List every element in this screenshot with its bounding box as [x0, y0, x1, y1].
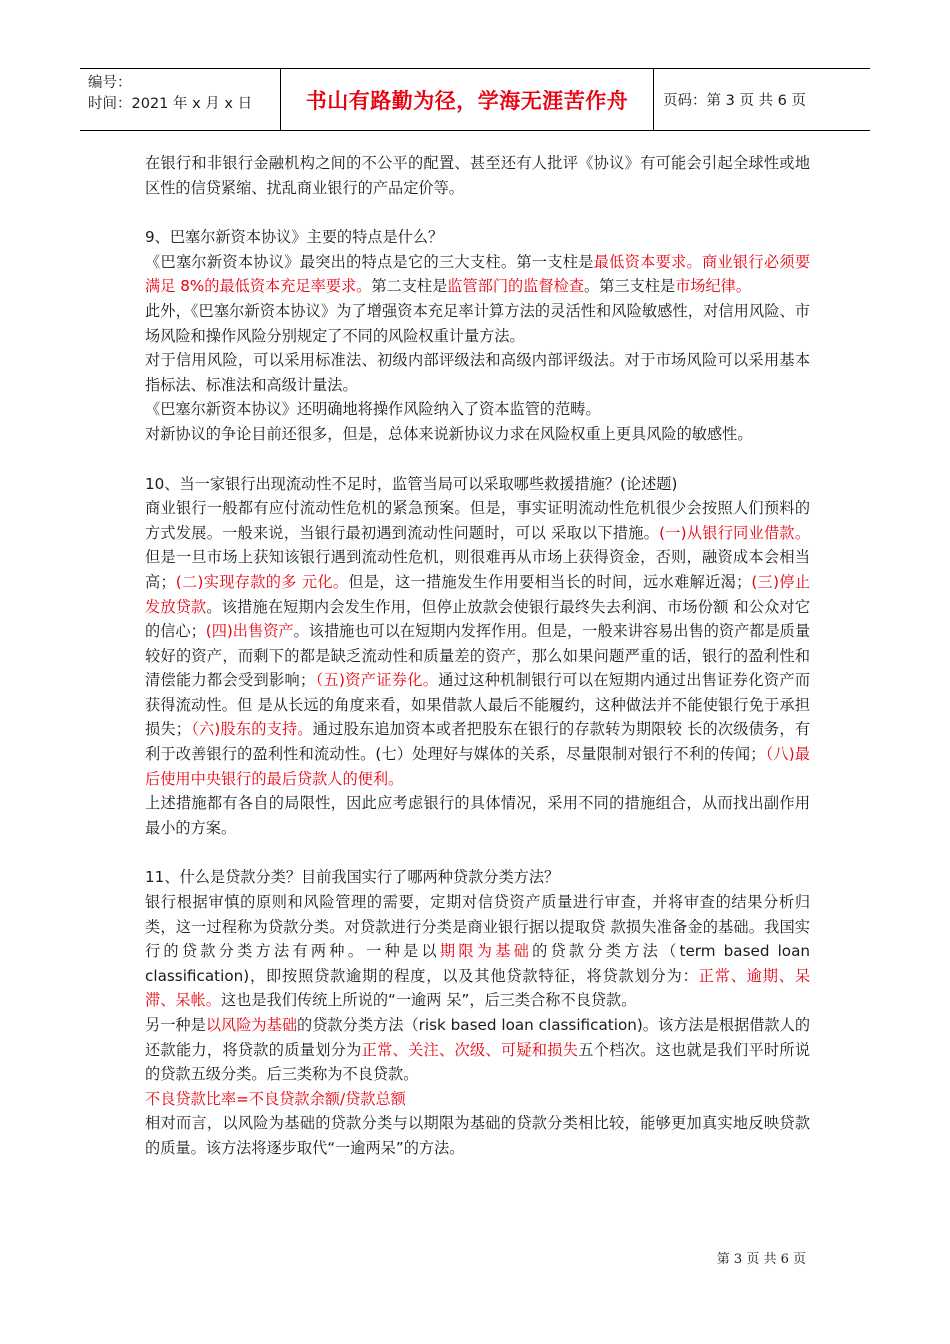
highlight: 正常、逾期、呆滞、呆帐。: [145, 966, 811, 1010]
paragraph: 对于信用风险，可以采用标准法、初级内部评级法和高级内部评级法。对于市场风险可以采用基本指标法、标准法和高级计量法。: [145, 351, 810, 394]
number-label: 编号：: [88, 75, 132, 91]
question-11-title: 11、什么是贷款分类？目前我国实行了哪两种贷款分类方法？: [145, 868, 560, 887]
question-9-answer: 《巴塞尔新资本协议》最突出的特点是它的三大支柱。第一支柱是最低资本要求。商业银行必须要满足 8%的最低资本充足率要求。第二支柱是监管部门的监督检查。第三支柱是市场纪律。: [145, 252, 811, 296]
highlight: 最低资本要求。商业银行必须要满足 8%的最低资本充足率要求。: [145, 252, 811, 296]
highlight: (一)从银行同业借款。: [659, 523, 811, 542]
highlight: (二)实现存款的多 元化。: [175, 572, 349, 591]
highlight: 市场纪律。: [675, 277, 752, 296]
formula: 不良贷款比率=不良贷款余额/贷款总额: [145, 1089, 406, 1108]
paragraph: 对新协议的争论目前还很多，但是，总体来说新协议力求在风险权重上更具风险的敏感性。: [145, 424, 753, 443]
question-10-title: 10、当一家银行出现流动性不足时，监管当局可以采取哪些救援措施？(论述题): [145, 474, 678, 493]
time-label: 时间：2021 年 x 月 x 日: [88, 96, 253, 112]
header-page-label: 页码：第 3 页 共 6 页: [663, 93, 806, 109]
paragraph: 上述措施都有各自的局限性，因此应考虑银行的具体情况，采用不同的措施组合，从而找出副作用最小的方案。: [145, 794, 810, 837]
highlight: （六)股东的支持。: [190, 720, 313, 739]
highlight: 监管部门的监督检查: [447, 277, 584, 296]
header-meta: [80, 69, 281, 130]
highlight: （五)资产证券化。: [315, 671, 439, 690]
highlight: 正常、关注、次级、可疑和损失: [361, 1040, 579, 1059]
highlight: (四)出售资产: [205, 622, 294, 641]
page-footer: 第 3 页 共 6 页: [716, 1252, 806, 1267]
header-motto: 书山有路勤为径，学海无涯苦作舟: [281, 69, 654, 130]
question-9-title: 9、巴塞尔新资本协议》主要的特点是什么？: [145, 228, 444, 247]
paragraph: 在银行和非银行金融机构之间的不公平的配置、甚至还有人批评《协议》有可能会引起全球性或地区性的信贷紧缩、扰乱商业银行的产品定价等。: [145, 154, 810, 197]
question-11-answer: 银行根据审慎的原则和风险管理的需要，定期对信贷资产质量进行审查，并将审查的结果分析归类，这一过程称为贷款分类。对贷款进行分类是商业银行据以提取贷 款损失准备金的基础。我国实行的贷款分类方法有两种。一种是以期限为基础的贷款分类方法（term based loan classification)，即按照贷款逾期的程度，以及其他贷款特征，将贷款划分为：正常、逾期、呆滞、呆帐。这也是我们传统上所说的“一逾两 呆”，后三类合称不良贷款。: [145, 893, 811, 1010]
highlight: 以风险为基础: [205, 1016, 298, 1034]
paragraph: 《巴塞尔新资本协议》还明确地将操作风险纳入了资本监管的范畴。: [145, 400, 601, 419]
paragraph: 相对而言，以风险为基础的贷款分类与以期限为基础的贷款分类相比较，能够更加真实地反映贷款的质量。该方法将逐步取代“一逾两呆”的方法。: [145, 1114, 810, 1157]
paragraph: 另一种是以风险为基础的贷款分类方法（risk based loan classification)。该方法是根据借款人的还款能力，将贷款的质量划分为正常、关注、次级、可疑和损失五个档次。这也就是我们平时所说的贷款五级分类。后三类称为不良贷款。: [145, 1016, 811, 1084]
highlight: （八)最后使用中央银行的最后贷款人的便利。: [145, 745, 810, 788]
highlight: 期限为基础: [439, 942, 533, 961]
page-header: [80, 68, 870, 131]
document-body: [145, 151, 810, 1161]
highlight: (三)停止发放贷款: [145, 572, 811, 616]
question-10-answer: 商业银行一般都有应付流动性危机的紧急预案。但是，事实证明流动性危机很少会按照人们预料的方式发展。一般来说，当银行最初遇到流动性问题时，可以 采取以下措施。(一)从银行同业借款。但是一旦市场上获知该银行遇到流动性危机，则很难再从市场上获得资金，否则，融资成本会相当高；(二)实现存款的多 元化。但是，这一措施发生作用要相当长的时间，远水难解近渴；(三)停止发放贷款。该措施在短期内会发生作用，但停止放款会使银行最终失去利润、市场份额 和公众对它的信心；(四)出售资产。该措施也可以在短期内发挥作用。但是，一般来讲容易出售的资产都是质量较好的资产，而剩下的都是缺乏流动性和质量差的资产，那么如果问题严重的话，银行的盈利性和清偿能力都会受到影响；（五)资产证券化。通过这种机制银行可以在短期内通过出售证券化资产而获得流动性。但 是从长远的角度来看，如果借款人最后不能履约，这种做法并不能使银行免于承担损失；（六)股东的支持。通过股东追加资本或者把股东在银行的存款转为期限较 长的次级债务，有利于改善银行的盈利性和流动性。(七）处理好与媒体的关系，尽量限制对银行不利的传闻；（八)最后使用中央银行的最后贷款人的便利。: [145, 499, 811, 788]
paragraph: 此外，《巴塞尔新资本协议》为了增强资本充足率计算方法的灵活性和风险敏感性，对信用风险、市场风险和操作风险分别规定了不同的风险权重计量方法。: [145, 301, 810, 345]
